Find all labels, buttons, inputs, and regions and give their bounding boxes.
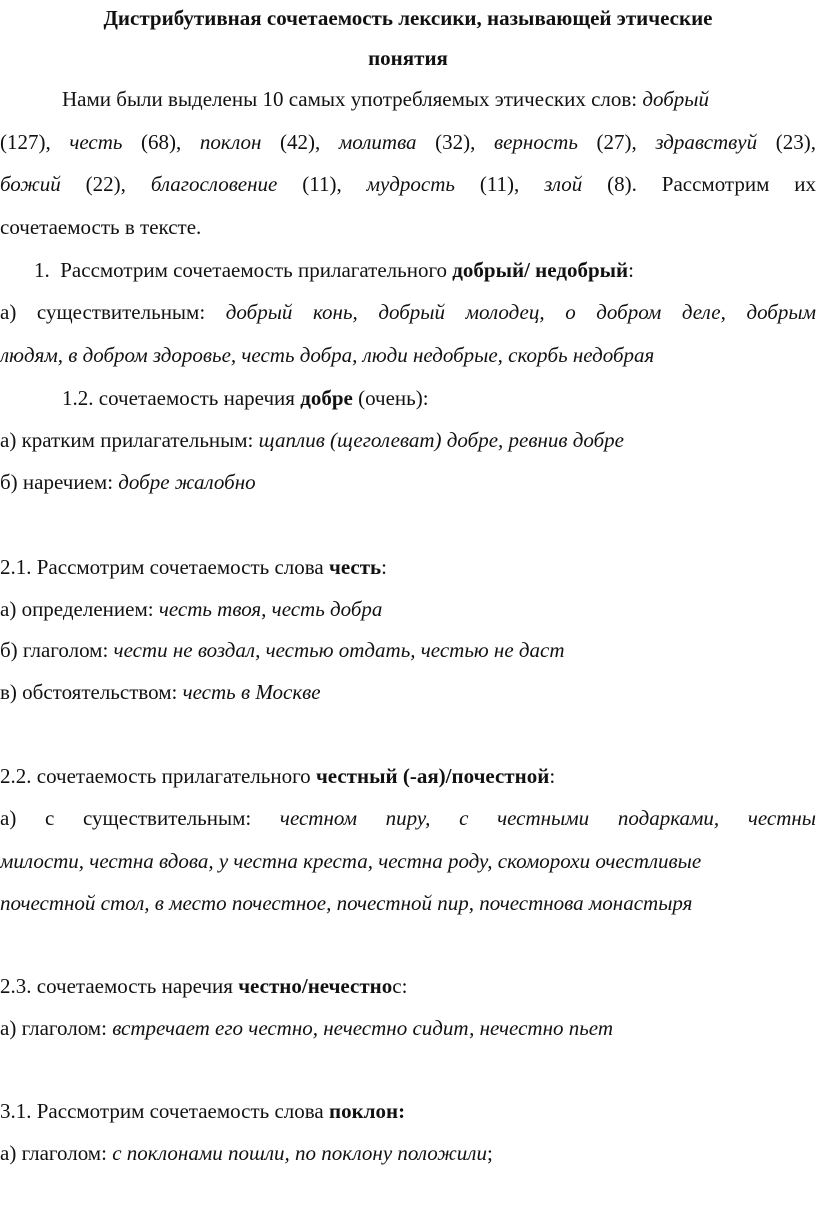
section-2-2-item-a-line-1	[0, 804, 816, 832]
section-2-2-term: честный (-ая)/почестной	[315, 764, 550, 788]
section-2-2-colon: :	[549, 764, 556, 788]
section-2-1-item-a	[0, 595, 816, 623]
section-2-2-item-a-examples-2: милости, честна вдова, у честна креста, честна роду, скоморохи очестливые	[0, 849, 702, 873]
section-1-2-item-a-examples: щаплив (щеголеват) добре, ревнив добре	[258, 428, 624, 452]
intro-line-3-run-2: благословение	[150, 172, 278, 196]
section-1-item-a-line-1	[0, 298, 816, 326]
section-2-3-term: честно/нечестно	[238, 974, 393, 998]
section-2-3-after: с:	[392, 974, 408, 998]
section-2-2-item-a-examples-3: почестной стол, в место почестное, почестной пир, почестнова монастыря	[0, 891, 693, 915]
intro-line-2	[0, 128, 816, 156]
section-2-1-item-c	[0, 678, 816, 706]
intro-line-3-run-3: (11),	[277, 172, 367, 196]
section-3-1-item-a	[0, 1139, 816, 1167]
section-1-item-a-label: а) существительным:	[0, 300, 206, 324]
section-1-2-rest: (очень):	[358, 386, 429, 410]
intro-line-3-run-0: божий	[0, 172, 61, 196]
section-1-2-item-b	[0, 468, 816, 496]
section-2-1-item-c-label: в) обстоятельством:	[0, 680, 178, 704]
section-1-term: добрый/ недобрый	[452, 258, 629, 282]
intro-line-2-run-7: (32),	[416, 130, 494, 154]
section-2-1-heading	[0, 553, 816, 581]
section-2-2-item-a-label: а) с существительным:	[0, 806, 252, 830]
section-3-1-heading	[0, 1097, 816, 1125]
section-1-heading	[34, 256, 816, 284]
intro-line-2-run-1	[51, 130, 70, 154]
section-1-2-item-b-examples: добре жалобно	[118, 470, 256, 494]
section-1-item-a-line-2	[0, 341, 816, 369]
section-2-2-item-a-line-2	[0, 847, 816, 875]
section-2-3-heading	[0, 972, 816, 1000]
section-1-2-item-a	[0, 426, 816, 454]
intro-line-2-run-0: (127),	[0, 130, 51, 154]
section-2-3-item-a	[0, 1014, 816, 1042]
section-2-1-item-b-examples: чести не воздал, честью отдать, честью не даст	[113, 638, 565, 662]
intro-line-2-run-3: (68),	[122, 130, 200, 154]
section-1-2-item-a-label: а) кратким прилагательным:	[0, 428, 254, 452]
section-2-2-item-a-examples-1: честном пиру, с честными подарками, честны	[279, 806, 816, 830]
section-1-item-a-examples-1: добрый конь, добрый молодец, о добром деле, добрым	[225, 300, 816, 324]
section-1-item-a-examples-2: людям, в добром здоровье, честь добра, люди недобрые, скорбь недобрая	[0, 343, 655, 367]
section-2-2-item-a-line-3	[0, 889, 816, 917]
intro-line-2-run-2: честь	[69, 130, 123, 154]
section-2-1-colon: :	[381, 555, 388, 579]
intro-line-4: сочетаемость в тексте.	[0, 215, 202, 239]
intro-line-2-run-8: верность	[493, 130, 578, 154]
section-3-1-item-a-end: ;	[486, 1141, 493, 1165]
intro-line-2-run-5: (42),	[261, 130, 339, 154]
intro-line-2-run-11: (23),	[757, 130, 816, 154]
section-2-1-item-c-examples: честь в Москве	[182, 680, 321, 704]
intro-line-3-run-4: мудрость	[366, 172, 455, 196]
section-3-1-item-a-label: а) глаголом:	[0, 1141, 107, 1165]
section-2-1-item-a-label: а) определением:	[0, 597, 154, 621]
intro-line-3	[0, 170, 816, 198]
intro-line-1	[62, 85, 816, 113]
section-2-2-heading	[0, 762, 816, 790]
section-1-number: 1.	[34, 258, 50, 282]
section-1-2-text: 1.2. сочетаемость наречия	[62, 386, 295, 410]
section-2-3-text: 2.3. сочетаемость наречия	[0, 974, 233, 998]
section-1-text: Рассмотрим сочетаемость прилагательного	[60, 258, 448, 282]
section-3-1-term: поклон:	[329, 1099, 406, 1123]
section-3-1-item-a-examples: с поклонами пошли, по поклону положили	[112, 1141, 487, 1165]
section-2-1-item-b	[0, 636, 816, 664]
section-2-1-item-a-examples: честь твоя, честь добра	[158, 597, 383, 621]
intro-line-2-run-6: молитва	[338, 130, 417, 154]
intro-line-3-run-1: (22),	[60, 172, 151, 196]
intro-text: Нами были выделены 10 самых употребляемых этических слов:	[62, 87, 638, 111]
section-1-colon: :	[628, 258, 634, 282]
section-3-1-text: 3.1. Рассмотрим сочетаемость слова	[0, 1099, 324, 1123]
document-title-line-2: понятия	[368, 46, 448, 70]
section-2-3-item-a-examples: встречает его честно, нечестно сидит, нечестно пьет	[112, 1016, 614, 1040]
section-2-2-text: 2.2. сочетаемость прилагательного	[0, 764, 311, 788]
intro-line-3-run-7: (8). Рассмотрим их	[582, 172, 816, 196]
document-title-line-1: Дистрибутивная сочетаемость лексики, называющей этические	[103, 6, 713, 30]
intro-line-2-run-10: здравствуй	[655, 130, 758, 154]
section-2-1-term: честь	[329, 555, 382, 579]
intro-line-3-run-6: злой	[544, 172, 583, 196]
section-1-2-term: добре	[300, 386, 353, 410]
intro-line-2-run-9: (27),	[577, 130, 656, 154]
section-2-1-item-b-label: б) глаголом:	[0, 638, 109, 662]
section-2-3-item-a-label: а) глаголом:	[0, 1016, 107, 1040]
section-2-1-text: 2.1. Рассмотрим сочетаемость слова	[0, 555, 324, 579]
intro-line-3-run-5: (11),	[454, 172, 545, 196]
section-1-2-item-b-label: б) наречием:	[0, 470, 114, 494]
intro-line-2-run-4: поклон	[199, 130, 262, 154]
section-1-2-heading	[62, 384, 816, 412]
intro-word-dobryi: добрый	[642, 87, 710, 111]
